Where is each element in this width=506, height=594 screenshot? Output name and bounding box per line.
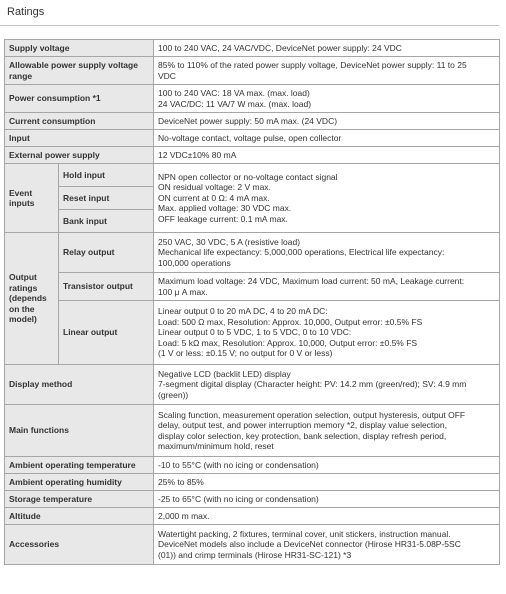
table-row [5, 508, 500, 525]
row-label: Allowable power supply voltage range [5, 57, 154, 85]
row-value: 25% to 85% [154, 474, 500, 491]
value-line: 250 VAC, 30 VDC, 5 A (resistive load) [158, 236, 301, 247]
output-ratings-label: Output ratings (depends on the model) [5, 233, 59, 365]
ratings-tab-header [0, 0, 499, 26]
value-line: Linear output 0 to 20 mA DC, 4 to 20 mA DC: [158, 306, 328, 317]
value-line: Max. applied voltage: 30 VDC max. [158, 203, 292, 214]
row-label: Main functions [5, 405, 154, 457]
value-line: 24 VAC/DC: 11 VA/7 W max. (max. load) [158, 98, 312, 109]
row-value [154, 365, 500, 405]
row-value: -10 to 55°C (with no icing or condensation) [154, 457, 500, 474]
value-line: (1 V or less: ±0.15 V; no output for 0 V or less) [158, 348, 333, 359]
row-label: External power supply [5, 147, 154, 164]
table-row [5, 147, 500, 164]
ratings-table [4, 39, 500, 565]
row-label: Display method [5, 365, 154, 405]
table-row [5, 273, 500, 301]
value-line: Linear output 0 to 5 VDC, 1 to 5 VDC, 0 to 10 VDC: [158, 327, 352, 338]
value-line: ON current at 0 Ω: 4 mA max. [158, 192, 270, 203]
row-value: -25 to 65°C (with no icing or condensation) [154, 491, 500, 508]
value-line: Negative LCD (backlit LED) display [158, 368, 291, 379]
value-line: VDC [158, 70, 176, 81]
value-line: Scaling function, measurement operation selection, output hysteresis, output OFF [158, 409, 466, 420]
row-label: Altitude [5, 508, 154, 525]
value-line: Maximum load voltage: 24 VDC, Maximum load current: 50 mA, Leakage current: [158, 276, 465, 287]
row-value: No-voltage contact, voltage pulse, open collector [154, 130, 500, 147]
row-value: 100 to 240 VAC, 24 VAC/VDC, DeviceNet power supply: 24 VDC [154, 40, 500, 57]
row-value: DeviceNet power supply: 50 mA max. (24 VDC) [154, 113, 500, 130]
row-value: 12 VDC±10% 80 mA [154, 147, 500, 164]
row-value [154, 57, 500, 85]
table-row [5, 457, 500, 474]
value-line: maximum/minimum hold, reset [158, 440, 274, 451]
row-label: Current consumption [5, 113, 154, 130]
row-value [154, 525, 500, 565]
linear-output-label: Linear output [59, 301, 154, 365]
row-label: Accessories [5, 525, 154, 565]
value-line: OFF leakage current: 0.1 mA max. [158, 213, 288, 224]
value-line: 100,000 operations [158, 257, 231, 268]
value-line: display color selection, key protection, bank selection, display refresh period, [158, 430, 447, 441]
value-line: Watertight packing, 2 fixtures, terminal cover, unit stickers, instruction manual. [158, 528, 451, 539]
relay-output-value [154, 233, 500, 273]
table-row [5, 301, 500, 365]
value-line: delay, output test, and power interruption memory *2, display value selection, [158, 420, 447, 431]
section-title: Ratings [7, 6, 45, 18]
event-inputs-value [154, 164, 500, 233]
row-label: Storage temperature [5, 491, 154, 508]
value-line: (green)) [158, 389, 189, 400]
transistor-output-label: Transistor output [59, 273, 154, 301]
value-line: 85% to 110% of the rated power supply voltage, DeviceNet power supply: 11 to 25 [158, 60, 467, 71]
row-value [154, 85, 500, 113]
value-line: NPN open collector or no-voltage contact signal [158, 171, 338, 182]
table-row [5, 233, 500, 273]
table-row [5, 525, 500, 565]
event-inputs-label: Event inputs [5, 164, 59, 233]
linear-output-value [154, 301, 500, 365]
hold-input-label: Hold input [59, 164, 154, 187]
bank-input-label: Bank input [59, 210, 154, 233]
reset-input-label: Reset input [59, 187, 154, 210]
table-row [5, 57, 500, 85]
row-value [154, 405, 500, 457]
row-label: Ambient operating temperature [5, 457, 154, 474]
table-row [5, 164, 500, 187]
table-row [5, 130, 500, 147]
value-line: 7-segment digital display (Character height: PV: 14.2 mm (green/red); SV: 4.9 mm [158, 379, 467, 390]
row-label: Supply voltage [5, 40, 154, 57]
table-row [5, 85, 500, 113]
transistor-output-value [154, 273, 500, 301]
value-line: ON residual voltage: 2 V max. [158, 182, 271, 193]
row-label: Ambient operating humidity [5, 474, 154, 491]
value-line: Load: 5 kΩ max, Resolution: Approx. 10,000, Output error: ±0.5% FS [158, 337, 418, 348]
row-label: Power consumption *1 [5, 85, 154, 113]
row-label: Input [5, 130, 154, 147]
value-line: 100 to 240 VAC: 18 VA max. (max. load) [158, 88, 310, 99]
value-line: DeviceNet models also include a DeviceNet connector (Hirose HR31-5.08P-5SC [158, 539, 461, 550]
relay-output-label: Relay output [59, 233, 154, 273]
value-line: Load: 500 Ω max, Resolution: Approx. 10,000, Output error: ±0.5% FS [158, 316, 423, 327]
value-line: 100 μ A max. [158, 286, 208, 297]
value-line: Mechanical life expectancy: 5,000,000 operations, Electrical life expectancy: [158, 247, 445, 258]
table-row [5, 113, 500, 130]
table-row [5, 491, 500, 508]
table-row [5, 365, 500, 405]
table-row [5, 474, 500, 491]
row-value: 2,000 m max. [154, 508, 500, 525]
table-row [5, 405, 500, 457]
table-row [5, 40, 500, 57]
value-line: (01)) and crimp terminals (Hirose HR31-SC-121) *3 [158, 549, 352, 560]
